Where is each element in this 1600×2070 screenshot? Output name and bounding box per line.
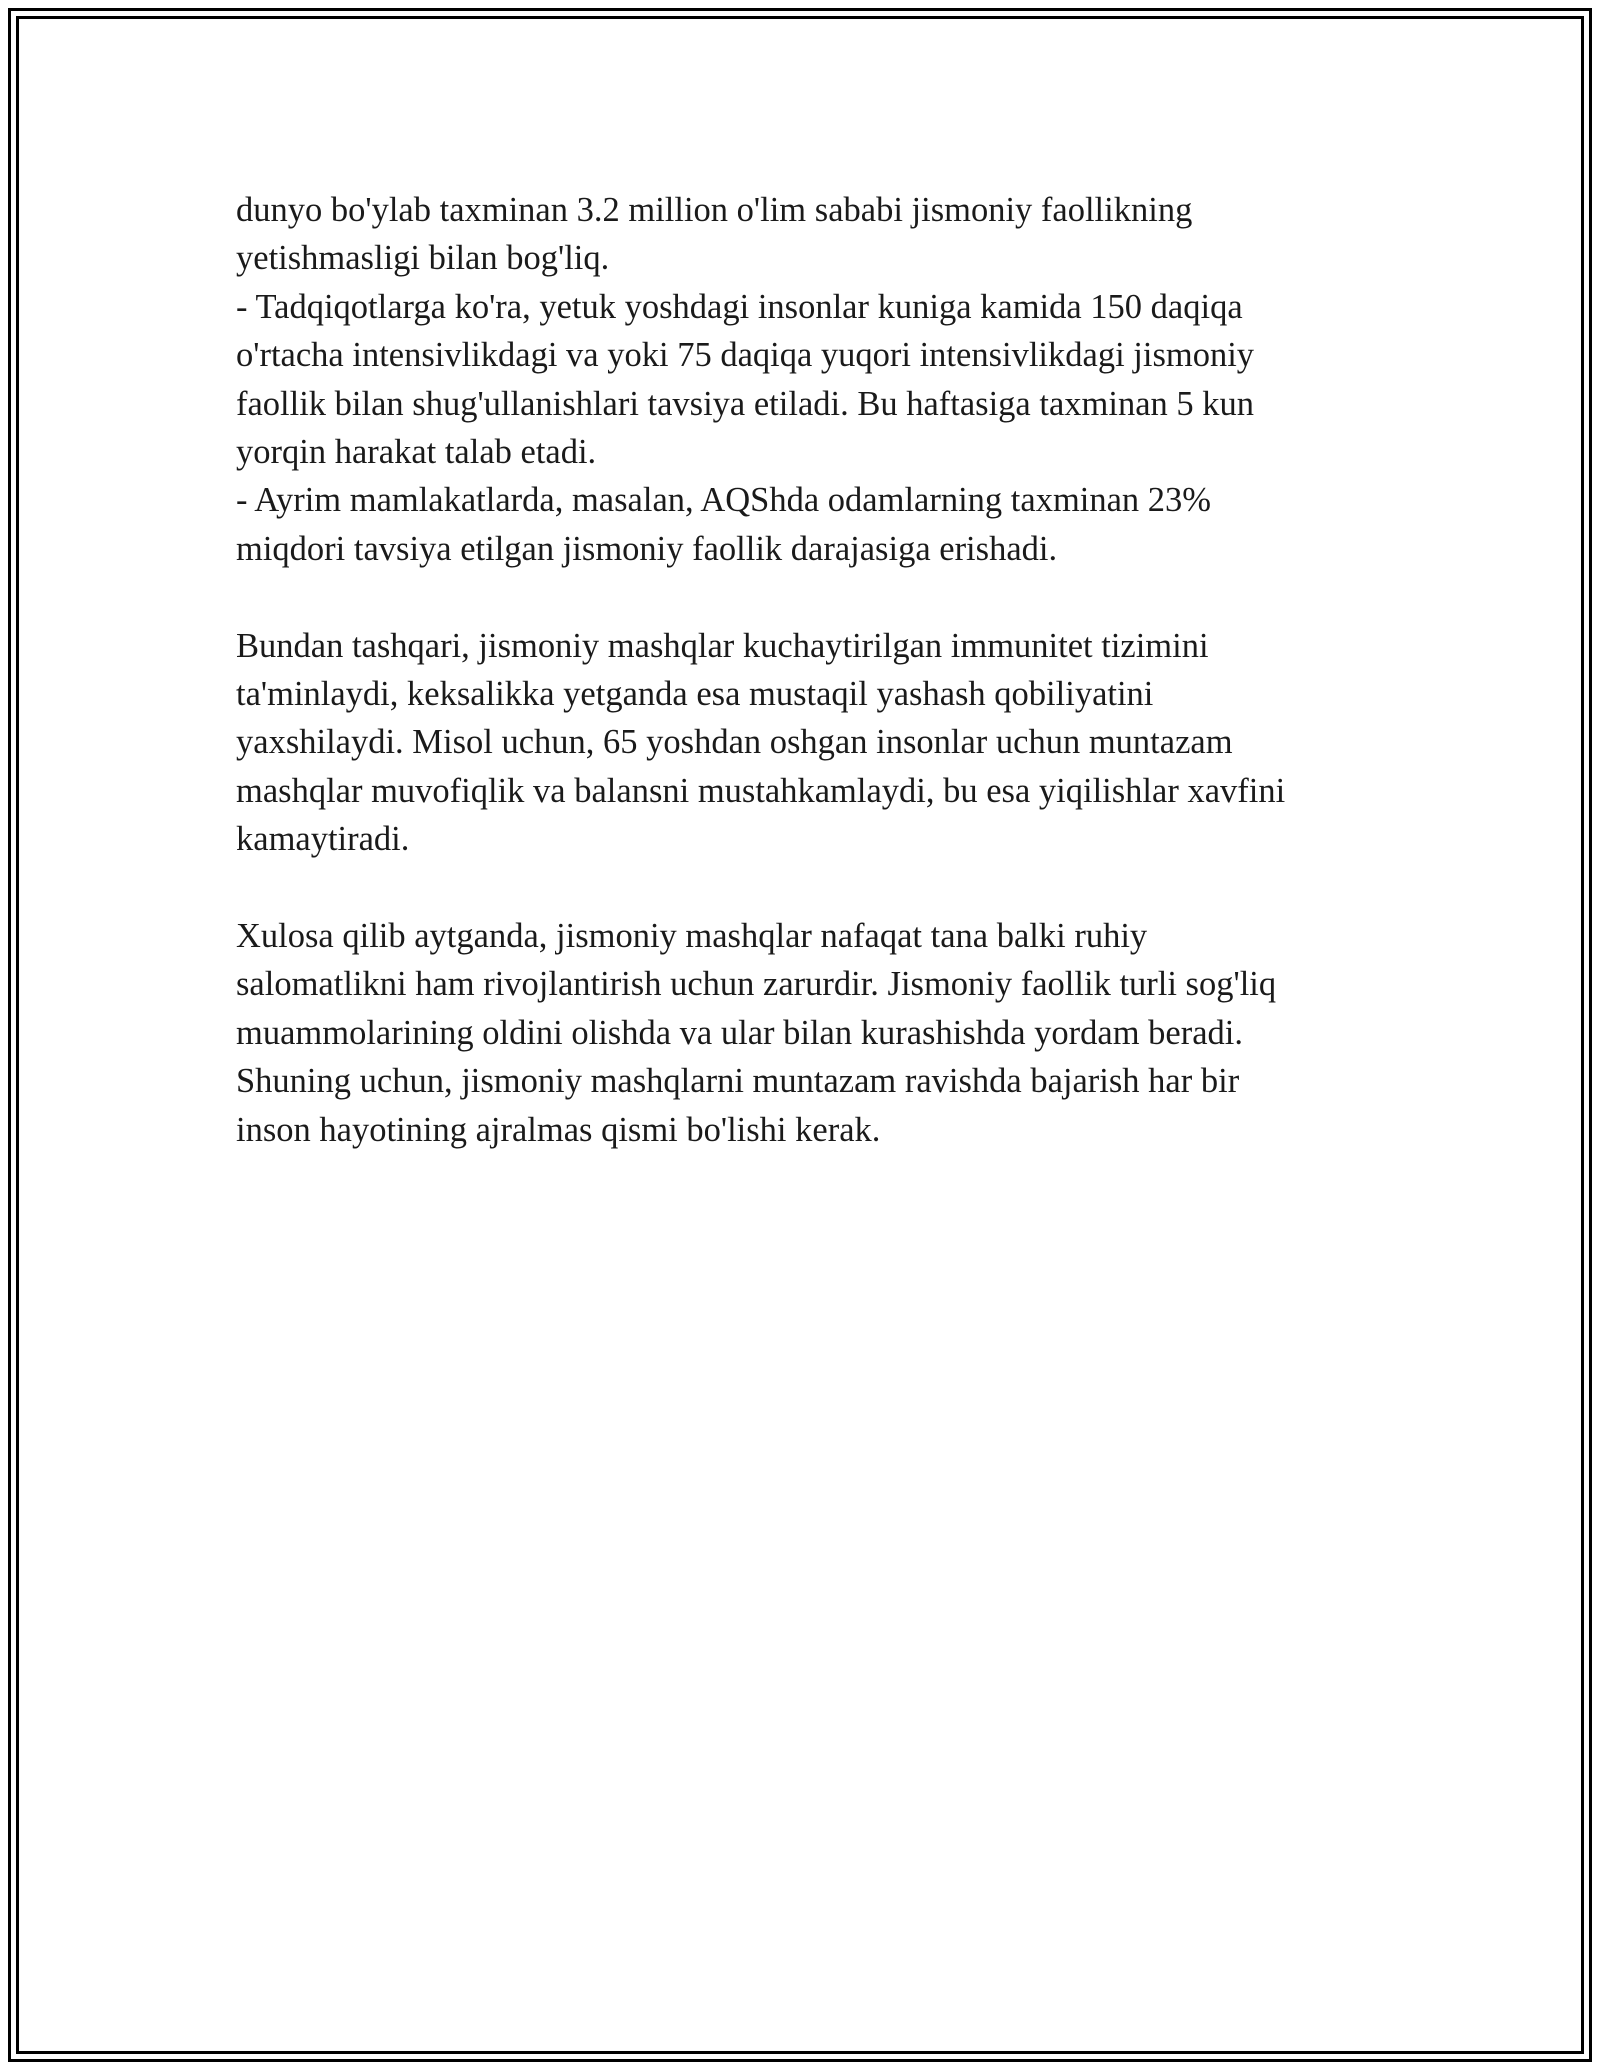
text-line: salomatlikni ham rivojlantirish uchun zarurdir. Jismoniy faollik turli sog'liq <box>236 965 1277 1004</box>
text-line: Bundan tashqari, jismoniy mashqlar kuchaytirilgan immunitet tizimini <box>236 626 1209 665</box>
text-line: Xulosa qilib aytganda, jismoniy mashqlar nafaqat tana balki ruhiy <box>236 917 1148 956</box>
text-line: inson hayotining ajralmas qismi bo'lishi kerak. <box>236 1110 881 1149</box>
text-line: muammolarining oldini olishda va ular bilan kurashishda yordam beradi. <box>236 1013 1243 1052</box>
text-line: o'rtacha intensivlikdagi va yoki 75 daqiqa yuqori intensivlikdagi jismoniy <box>236 336 1255 375</box>
text-line: yorqin harakat talab etadi. <box>236 433 597 472</box>
text-line: faollik bilan shug'ullanishlari tavsiya etiladi. Bu haftasiga taxminan 5 kun <box>236 384 1255 423</box>
text-line: Shuning uchun, jismoniy mashqlarni muntazam ravishda bajarish har bir <box>236 1062 1240 1101</box>
text-line: - Ayrim mamlakatlarda, masalan, AQShda odamlarning taxminan 23% <box>236 481 1212 520</box>
document-body <box>236 186 1386 1202</box>
text-line: - Tadqiqotlarga ko'ra, yetuk yoshdagi insonlar kuniga kamida 150 daqiqa <box>236 287 1243 326</box>
text-line: dunyo bo'ylab taxminan 3.2 million o'lim sababi jismoniy faollikning <box>236 191 1193 229</box>
text-line: yaxshilaydi. Misol uchun, 65 yoshdan oshgan insonlar uchun muntazam <box>236 723 1233 762</box>
text-line: ta'minlaydi, keksalikka yetganda esa mustaqil yashash qobiliyatini <box>236 675 1154 714</box>
paragraph-benefits <box>236 622 1386 864</box>
paragraph-conclusion <box>236 912 1386 1154</box>
text-line: kamaytiradi. <box>236 820 410 859</box>
text-line: yetishmasligi bilan bog'liq. <box>236 239 610 278</box>
text-line: miqdori tavsiya etilgan jismoniy faollik darajasiga erishadi. <box>236 529 1058 568</box>
paragraph-statistics <box>236 186 1386 573</box>
text-line: mashqlar muvofiqlik va balansni mustahkamlaydi, bu esa yiqilishlar xavfini <box>236 771 1286 810</box>
